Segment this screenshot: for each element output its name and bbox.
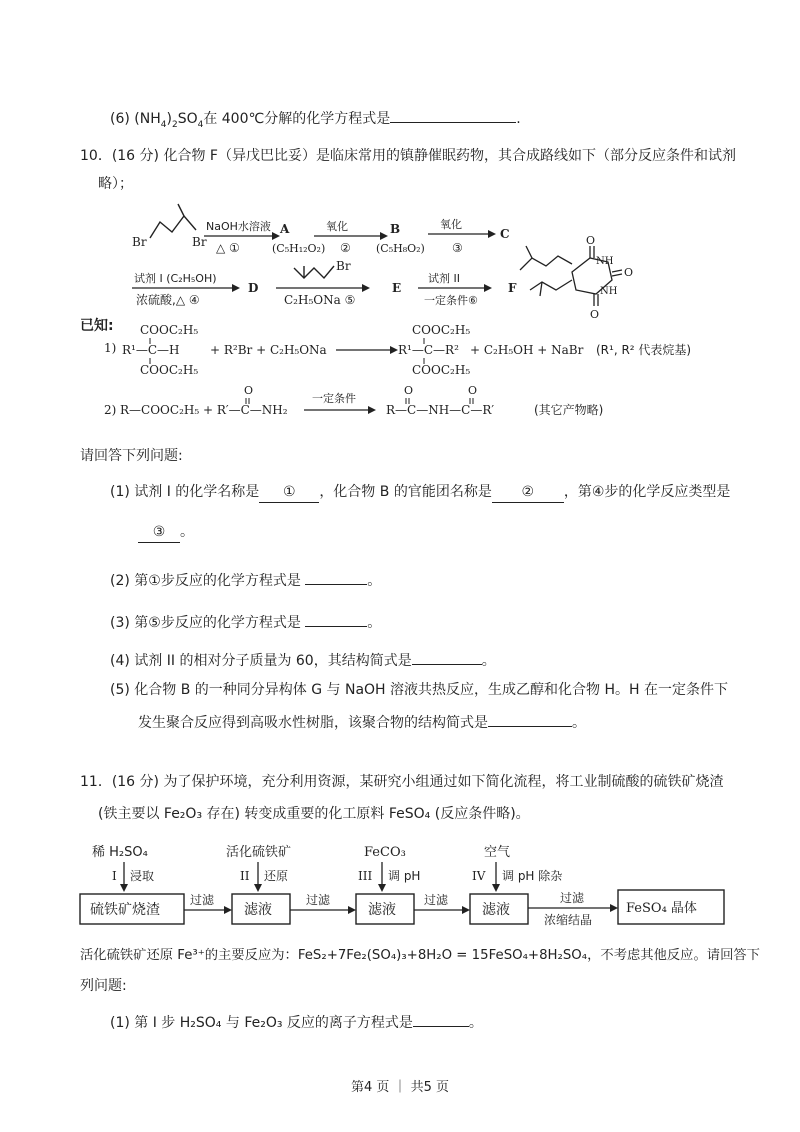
- answer-blank-3[interactable]: ③: [138, 522, 180, 543]
- known1-note: (R¹, R² 代表烷基): [596, 343, 692, 357]
- flow-box-3-label: 滤液: [368, 902, 396, 918]
- flow-filter-4: 过滤: [560, 891, 585, 905]
- q10-5-line1: (5) 化合物 B 的一种同分异构体 G 与 NaOH 溶液共热反应，生成乙醇和化合物 H。H 在一定条件下: [110, 682, 728, 698]
- known2-right: R—C—NH—C—R′: [386, 403, 495, 417]
- flow-reagent-1: 稀 H₂SO₄: [92, 845, 148, 860]
- step2-number: ②: [340, 241, 351, 255]
- synthesis-route-diagram: [0, 0, 800, 440]
- answer-blank-1[interactable]: ①: [259, 482, 319, 503]
- flow-filter-3: 过滤: [424, 893, 449, 907]
- known2-number: 2): [104, 403, 117, 417]
- flow-step-4: IV: [472, 869, 486, 883]
- compound-f-o-top: O: [586, 234, 596, 247]
- q11-reaction-line1: 活化硫铁矿还原 Fe³⁺的主要反应为：FeS₂+7Fe₂(SO₄)₃+8H₂O = 15FeSO₄+8H₂SO₄，不考虑其他反应。请回答下: [80, 948, 760, 963]
- q11-line1: 11．(16 分) 为了保护环境，充分利用资源，某研究小组通过如下简化流程，将工业制硫酸的硫铁矿烧渣: [80, 774, 724, 790]
- flow-reagent-3: FeCO₃: [364, 845, 406, 860]
- known1-number: 1): [104, 341, 117, 355]
- known2-condition: 一定条件: [312, 392, 356, 405]
- step5-reagent-skeleton: [294, 266, 334, 278]
- compound-f-o-bottom: O: [590, 308, 600, 321]
- step3-number: ③: [452, 241, 463, 255]
- answer-blank[interactable]: [412, 648, 482, 665]
- step6-reagent: 试剂 II: [428, 272, 460, 285]
- q10-1-line1: (1) 试剂 I 的化学名称是 ① ，化合物 B 的官能团名称是 ② ，第④步的化学反应类型是: [110, 482, 730, 503]
- step4-reagent: 试剂 I (C₂H₅OH): [134, 272, 217, 285]
- flow-action-1: 浸取: [130, 869, 155, 883]
- flow-box-2-label: 滤液: [244, 902, 272, 918]
- known2-o3: O: [468, 384, 478, 397]
- step5-br: Br: [336, 259, 351, 273]
- known1-left-top: COOC₂H₅: [140, 323, 199, 337]
- known2-o1: O: [244, 384, 254, 397]
- q10-header-line2: 略）；: [98, 176, 133, 192]
- step5-condition: C₂H₅ONa ⑤: [284, 293, 356, 307]
- start-molecule-skeleton: [150, 216, 196, 238]
- step3-reagent: 氧化: [440, 218, 462, 231]
- answer-blank[interactable]: [305, 610, 367, 627]
- flow-box-2: [232, 894, 290, 924]
- q10-ask: 请回答下列问题:: [80, 448, 183, 464]
- known1-right: R¹—C—R²: [398, 343, 459, 357]
- compound-a-formula: (C₅H₁₂O₂): [272, 242, 326, 255]
- answer-blank[interactable]: [488, 710, 572, 727]
- flow-action-4: 调 pH 除杂: [502, 869, 563, 883]
- flow-step-1: I: [112, 869, 117, 883]
- q11-reaction-line2: 列问题:: [80, 978, 127, 994]
- step1-reagent: NaOH水溶液: [206, 220, 271, 233]
- q10-2: (2) 第①步反应的化学方程式是 。: [110, 568, 381, 591]
- known1-left: R¹—C—H: [122, 343, 180, 357]
- flow-concentrate: 浓缩结晶: [544, 913, 593, 927]
- known1-products: + C₂H₅OH + NaBr: [470, 343, 584, 357]
- compound-f-o-right: O: [624, 266, 634, 279]
- answer-blank[interactable]: [413, 1010, 469, 1027]
- step1-condition: △ ①: [216, 241, 240, 255]
- flow-step-2: II: [240, 869, 250, 883]
- flow-action-2: 还原: [264, 869, 289, 883]
- flow-box-4: [470, 894, 528, 924]
- step6-condition: 一定条件⑥: [424, 294, 478, 307]
- compound-f-nh-top: NH: [596, 256, 614, 267]
- flow-action-3: 调 pH: [388, 869, 421, 883]
- flow-reagent-2: 活化硫铁矿: [226, 845, 292, 860]
- known1-reactants: + R²Br + C₂H₅ONa: [210, 343, 327, 357]
- flow-reagent-4: 空气: [484, 845, 511, 860]
- compound-f: F: [508, 281, 517, 295]
- start-br-2: Br: [192, 235, 207, 249]
- page-footer: 第4 页 ｜ 共5 页: [350, 1080, 450, 1095]
- q9-6-line: (6) $(NH_4)_2SO_4$在 400℃分解的化学方程式是 .: [110, 106, 521, 135]
- step4-condition: 浓硫酸,△ ④: [136, 293, 200, 307]
- compound-a: A: [280, 222, 290, 236]
- q10-4: (4) 试剂 II 的相对分子质量为 60，其结构简式是 。: [110, 648, 496, 671]
- known-label: 已知:: [80, 318, 114, 334]
- flow-box-5: [618, 890, 724, 924]
- compound-b-formula: (C₅H₈O₂): [376, 242, 425, 255]
- q10-3: (3) 第⑤步反应的化学方程式是 。: [110, 610, 381, 633]
- flow-box-5-label: FeSO₄ 晶体: [626, 901, 697, 916]
- flow-box-1: [80, 894, 184, 924]
- compound-e: E: [392, 281, 402, 295]
- known2-left: R—COOC₂H₅ + R′—C—NH₂: [120, 403, 288, 417]
- start-br-1: Br: [132, 235, 147, 249]
- q11-line2: (铁主要以 Fe₂O₃ 存在) 转变成重要的化工原料 FeSO₄ (反应条件略)。: [98, 806, 530, 822]
- compound-d: D: [248, 281, 259, 295]
- flow-box-1-label: 硫铁矿烧渣: [90, 902, 160, 918]
- flow-filter-1: 过滤: [190, 893, 215, 907]
- known1-right-top: COOC₂H₅: [412, 323, 471, 337]
- compound-f-structure: [520, 246, 622, 306]
- compound-c: C: [500, 227, 510, 241]
- flow-filter-2: 过滤: [306, 893, 331, 907]
- compound-b: B: [390, 222, 401, 236]
- answer-blank[interactable]: [305, 568, 367, 585]
- compound-f-nh-bottom: NH: [600, 286, 618, 297]
- answer-blank-2[interactable]: ②: [492, 482, 564, 503]
- known2-note: (其它产物略): [534, 403, 604, 417]
- flow-step-3: III: [358, 869, 373, 883]
- known2-o2: O: [404, 384, 414, 397]
- known1-left-bottom: COOC₂H₅: [140, 363, 199, 377]
- q10-1-line2: ③ 。: [138, 522, 194, 543]
- q10-5-line2: 发生聚合反应得到高吸水性树脂，该聚合物的结构简式是 。: [138, 710, 586, 733]
- known1-right-bottom: COOC₂H₅: [412, 363, 471, 377]
- q11-1: (1) 第 I 步 H₂SO₄ 与 Fe₂O₃ 反应的离子方程式是 。: [110, 1010, 483, 1033]
- flow-box-3: [356, 894, 414, 924]
- q10-header-line1: 10．(16 分) 化合物 F（异戊巴比妥）是临床常用的镇静催眠药物，其合成路线如下（部分反应条件和试剂: [80, 148, 736, 164]
- flow-box-4-label: 滤液: [482, 902, 510, 918]
- step2-reagent: 氧化: [326, 220, 348, 233]
